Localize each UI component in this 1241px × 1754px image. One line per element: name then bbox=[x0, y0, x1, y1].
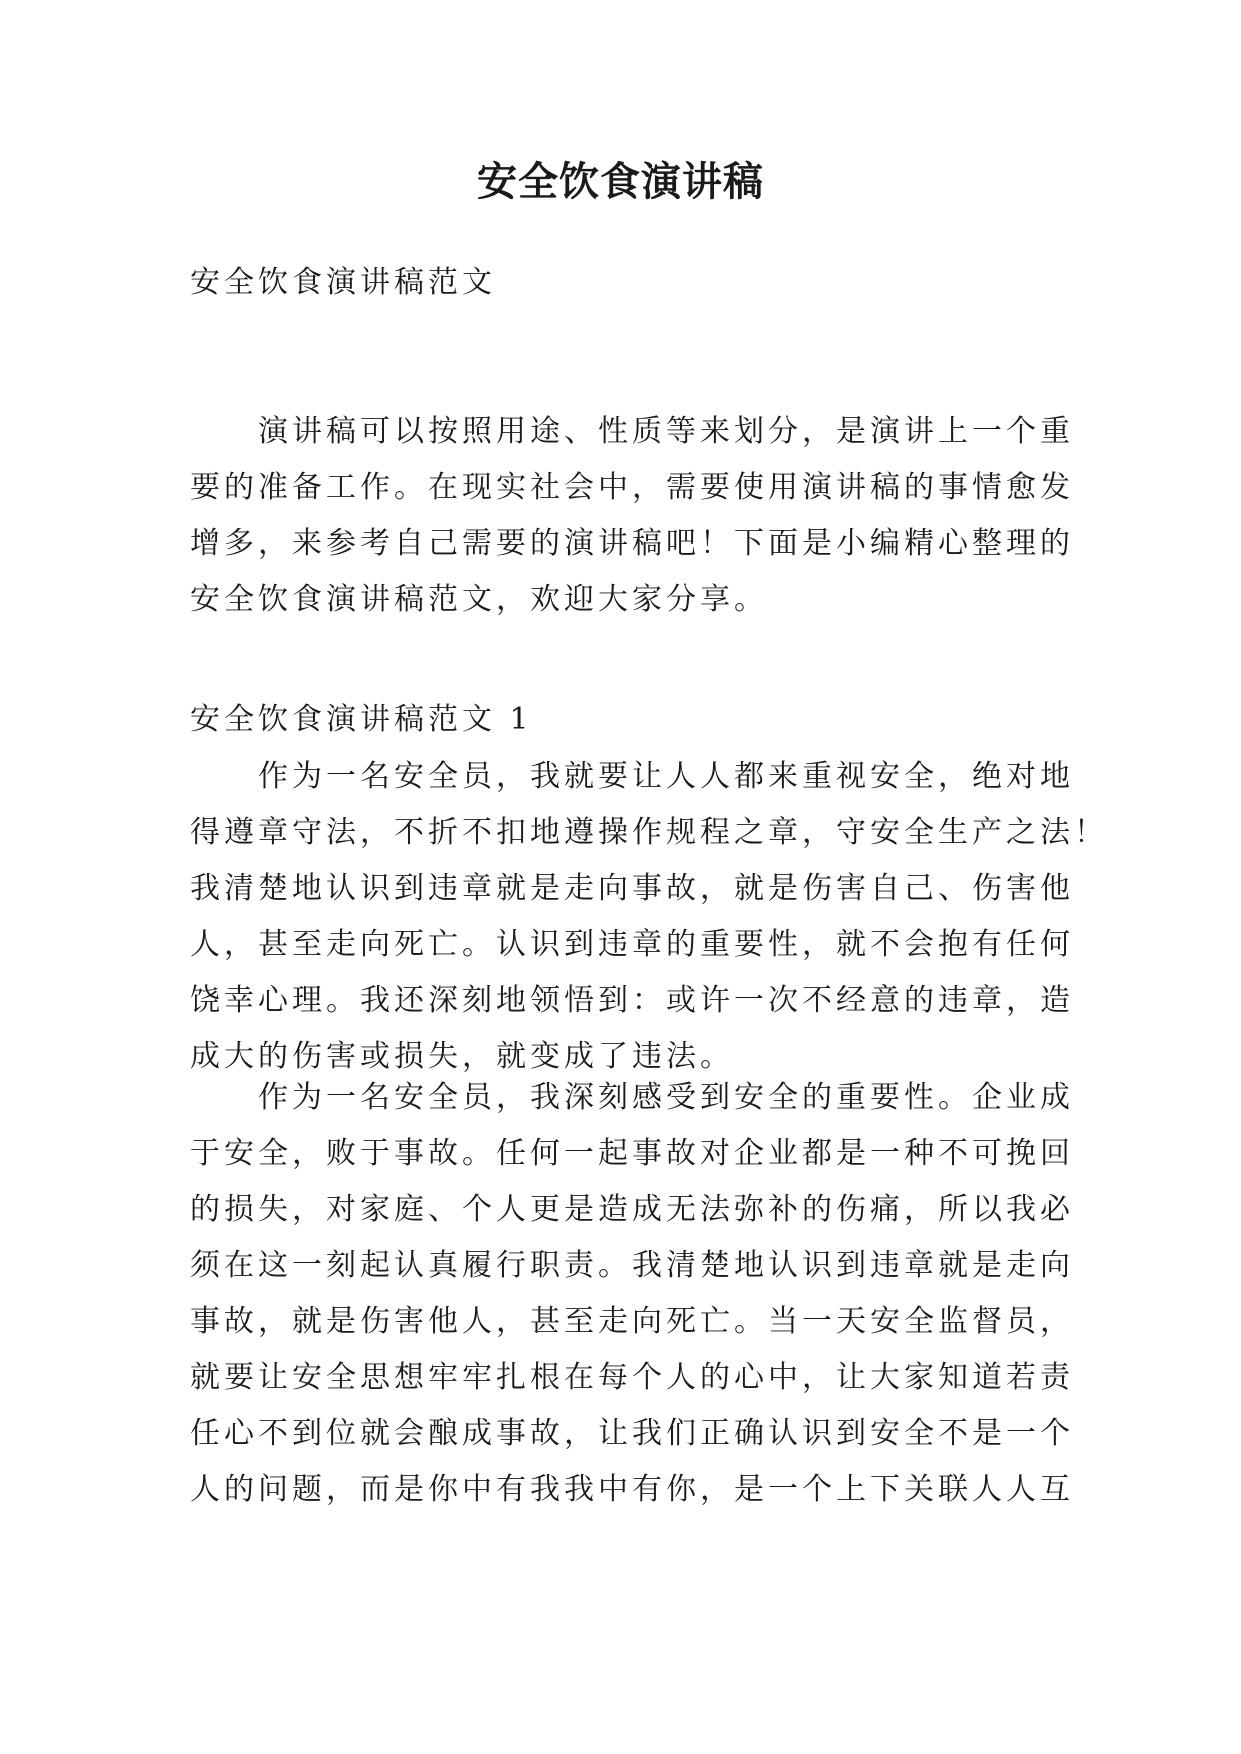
paragraph-line: 任心不到位就会酿成事故，让我们正确认识到安全不是一个 bbox=[190, 1416, 1074, 1451]
document-subtitle: 安全饮食演讲稿范文 bbox=[190, 265, 496, 300]
paragraph-line: 作为一名安全员，我深刻感受到安全的重要性。企业成 bbox=[258, 1080, 1074, 1115]
paragraph-line: 的损失，对家庭、个人更是造成无法弥补的伤痛，所以我必 bbox=[190, 1192, 1074, 1227]
intro-line: 要的准备工作。在现实社会中，需要使用演讲稿的事情愈发 bbox=[190, 470, 1074, 505]
intro-line: 演讲稿可以按照用途、性质等来划分，是演讲上一个重 bbox=[258, 414, 1074, 449]
paragraph-line: 饶幸心理。我还深刻地领悟到：或许一次不经意的违章，造 bbox=[190, 983, 1074, 1018]
paragraph-line: 事故，就是伤害他人，甚至走向死亡。当一天安全监督员， bbox=[190, 1304, 1074, 1339]
body-paragraph-2 bbox=[190, 1070, 1074, 1518]
paragraph-line: 成大的伤害或损失，就变成了违法。 bbox=[190, 1039, 734, 1074]
body-paragraph-1 bbox=[190, 749, 1108, 1085]
paragraph-line: 于安全，败于事故。任何一起事故对企业都是一种不可挽回 bbox=[190, 1136, 1074, 1171]
paragraph-line: 我清楚地认识到违章就是走向事故，就是伤害自己、伤害他 bbox=[190, 871, 1074, 906]
intro-line: 安全饮食演讲稿范文，欢迎大家分享。 bbox=[190, 582, 768, 617]
paragraph-line: 人的问题，而是你中有我我中有你，是一个上下关联人人互 bbox=[190, 1472, 1074, 1507]
intro-line: 增多，来参考自己需要的演讲稿吧！下面是小编精心整理的 bbox=[190, 526, 1074, 561]
intro-paragraph bbox=[190, 404, 1074, 628]
paragraph-line: 就要让安全思想牢牢扎根在每个人的心中，让大家知道若责 bbox=[190, 1360, 1074, 1395]
section-heading: 安全饮食演讲稿范文 1 bbox=[190, 702, 533, 737]
paragraph-line: 须在这一刻起认真履行职责。我清楚地认识到违章就是走向 bbox=[190, 1248, 1074, 1283]
paragraph-line: 得遵章守法，不折不扣地遵操作规程之章，守安全生产之法！ bbox=[190, 815, 1108, 850]
paragraph-line: 人，甚至走向死亡。认识到违章的重要性，就不会抱有任何 bbox=[190, 927, 1074, 962]
document-title: 安全饮食演讲稿 bbox=[477, 158, 764, 205]
paragraph-line: 作为一名安全员，我就要让人人都来重视安全，绝对地 bbox=[258, 759, 1074, 794]
